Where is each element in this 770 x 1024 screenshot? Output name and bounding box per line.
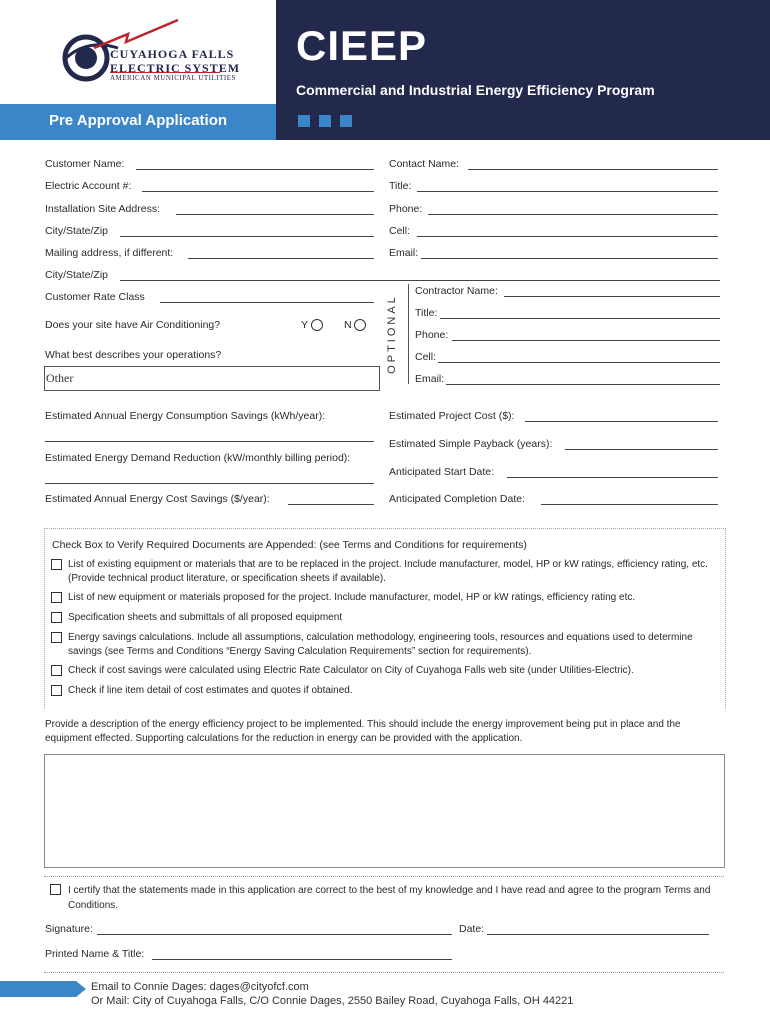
mailing-address-label: Mailing address, if different:: [45, 247, 174, 259]
contact-email-label: Email:: [389, 247, 419, 259]
doc-checkbox-rate-calculator[interactable]: [51, 665, 62, 676]
contractor-name-field[interactable]: [504, 296, 720, 297]
operations-label: What best describes your operations?: [45, 349, 222, 361]
contractor-email-field[interactable]: [446, 384, 720, 385]
decor-square: [319, 115, 331, 127]
contractor-phone-field[interactable]: [452, 340, 720, 341]
certify-checkbox[interactable]: [50, 884, 61, 895]
decor-square: [340, 115, 352, 127]
contractor-cell-field[interactable]: [438, 362, 720, 363]
ac-yes-label: Y: [301, 319, 309, 331]
date-label: Date:: [459, 923, 485, 935]
doc-item-new-equipment: List of new equipment or materials proposed for the project. Include manufacturer, model, HP or kW ratings, efficiency rating etc.: [68, 592, 636, 603]
kwh-savings-label: Estimated Annual Energy Consumption Savings (kWh/year):: [45, 410, 326, 422]
contractor-cell-label: Cell:: [415, 351, 437, 363]
printed-name-label: Printed Name & Title:: [45, 948, 145, 960]
footer-divider: [44, 972, 724, 973]
payback-label: Estimated Simple Payback (years):: [389, 438, 553, 450]
doc-item-cost-estimates: Check if line item detail of cost estimates and quotes if obtained.: [68, 685, 353, 696]
doc-item-spec-sheets: Specification sheets and submittals of all proposed equipment: [68, 612, 343, 623]
ac-question-label: Does your site have Air Conditioning?: [45, 319, 221, 331]
rate-class-field[interactable]: [160, 302, 374, 303]
contact-cell-field[interactable]: [417, 236, 718, 237]
contact-name-field[interactable]: [468, 169, 718, 170]
kw-reduction-label: Estimated Energy Demand Reduction (kW/monthly billing period):: [45, 452, 351, 464]
contact-title-field[interactable]: [417, 191, 718, 192]
contact-phone-field[interactable]: [428, 214, 718, 215]
description-textarea[interactable]: [44, 754, 725, 868]
operations-value: Other: [46, 371, 74, 385]
completion-date-label: Anticipated Completion Date:: [389, 493, 525, 505]
doc-item-existing-equipment: List of existing equipment or materials that are to be replaced in the project. Include manufacturer, model, HP or kW ratings, efficiency rating, etc. (Provide technical product literature, or specification sheets if available).: [68, 559, 708, 584]
footer-email: Email to Connie Dages: dages@cityofcf.com: [91, 981, 309, 993]
logo-line-2: ELECTRIC SYSTEM: [110, 61, 241, 75]
contractor-name-label: Contractor Name:: [415, 285, 498, 297]
ac-no-label: N: [344, 319, 352, 331]
doc-checkbox-existing-equipment[interactable]: [51, 559, 62, 570]
logo-line-3: AMERICAN MUNICIPAL UTILITIES: [110, 74, 236, 82]
installation-site-field[interactable]: [176, 214, 374, 215]
logo-rule: [110, 72, 220, 73]
rate-class-label: Customer Rate Class: [45, 291, 145, 303]
doc-item-savings-calculations: Energy savings calculations. Include all assumptions, calculation methodology, engineering tools, resources and equations used to determine savings (see Terms and Conditions “Energy Saving Calculation Requirements” section for requirements).: [68, 632, 693, 657]
start-date-field[interactable]: [507, 477, 718, 478]
contact-email-field[interactable]: [421, 258, 718, 259]
contact-title-label: Title:: [389, 180, 412, 192]
form-title: Pre Approval Application: [48, 112, 228, 129]
signature-label: Signature:: [45, 923, 93, 935]
footer-mail: Or Mail: City of Cuyahoga Falls, C/O Connie Dages, 2550 Bailey Road, Cuyahoga Falls, OH 44221: [91, 995, 574, 1007]
kwh-savings-field[interactable]: [45, 441, 374, 442]
doc-checkbox-new-equipment[interactable]: [51, 592, 62, 603]
contractor-email-label: Email:: [415, 373, 445, 385]
contact-name-label: Contact Name:: [389, 158, 460, 170]
doc-checkbox-spec-sheets[interactable]: [51, 612, 62, 623]
customer-name-field[interactable]: [136, 169, 374, 170]
electric-account-label: Electric Account #:: [45, 180, 132, 192]
section-divider: [44, 876, 724, 877]
payback-field[interactable]: [565, 449, 718, 450]
mailing-address-field[interactable]: [188, 258, 374, 259]
certify-statement: I certify that the statements made in this application are correct to the best of my knowledge and I have read and agree to the program Terms and Conditions.: [68, 885, 711, 911]
cost-savings-label: Estimated Annual Energy Cost Savings ($/year):: [45, 493, 270, 505]
electric-account-field[interactable]: [142, 191, 374, 192]
customer-name-label: Customer Name:: [45, 158, 125, 170]
logo-line-1: CUYAHOGA FALLS: [110, 47, 235, 61]
contact-phone-label: Phone:: [389, 203, 423, 215]
decor-square: [298, 115, 310, 127]
project-cost-field[interactable]: [525, 421, 718, 422]
project-cost-label: Estimated Project Cost ($):: [389, 410, 515, 422]
kw-reduction-field[interactable]: [45, 483, 374, 484]
contractor-title-label: Title:: [415, 307, 438, 319]
date-field[interactable]: [487, 934, 709, 935]
operations-select[interactable]: [44, 366, 380, 391]
footer-arrow-icon: [0, 981, 86, 997]
cost-savings-field[interactable]: [288, 504, 374, 505]
program-title: Commercial and Industrial Energy Efficiency Program: [296, 82, 655, 98]
printed-name-field[interactable]: [152, 959, 452, 960]
installation-site-label: Installation Site Address:: [45, 203, 160, 215]
optional-label: OPTIONAL: [386, 294, 398, 374]
doc-checkbox-cost-estimates[interactable]: [51, 685, 62, 696]
description-prompt: Provide a description of the energy efficiency project to be implemented. This should include the energy improvement being put in place and the equipment effected. Supporting calculations for the reduction in energy can be provided with the application.: [45, 719, 681, 744]
contact-cell-label: Cell:: [389, 225, 411, 237]
doc-checkbox-savings-calculations[interactable]: [51, 632, 62, 643]
completion-date-field[interactable]: [541, 504, 718, 505]
doc-item-rate-calculator: Check if cost savings were calculated using Electric Rate Calculator on City of Cuyahoga Falls web site (under Utilities-Electric).: [68, 665, 634, 676]
program-acronym: CIEEP: [296, 22, 428, 69]
contractor-phone-label: Phone:: [415, 329, 449, 341]
city-state-zip-label: City/State/Zip: [45, 225, 109, 237]
ac-no-radio[interactable]: [354, 319, 366, 331]
city-state-zip-field[interactable]: [120, 236, 374, 237]
documents-heading: Check Box to Verify Required Documents are Appended: (see Terms and Conditions for requirements): [52, 539, 527, 551]
city-state-zip-2-field[interactable]: [120, 280, 720, 281]
optional-bracket: [408, 284, 409, 384]
start-date-label: Anticipated Start Date:: [389, 466, 495, 478]
ac-yes-radio[interactable]: [311, 319, 323, 331]
city-state-zip-2-label: City/State/Zip: [45, 269, 109, 281]
contractor-title-field[interactable]: [440, 318, 720, 319]
signature-field[interactable]: [97, 934, 452, 935]
